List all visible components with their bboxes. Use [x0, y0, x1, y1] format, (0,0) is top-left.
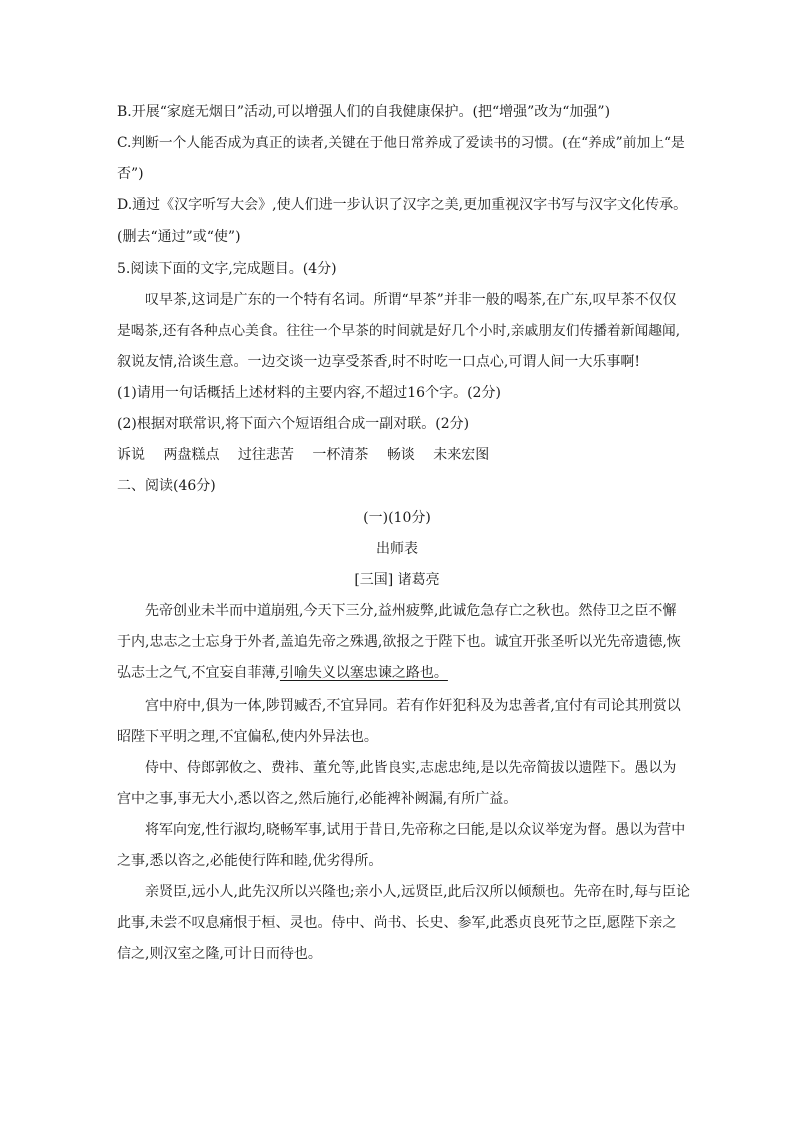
essay-p1-line-1: 先帝创业未半而中道崩殂,今天下三分,益州疲弊,此诚危急存亡之秋也。然侍卫之臣不懈: [145, 603, 677, 619]
question-5-sub-1: (1)请用一句话概括上述材料的主要内容,不超过16个字。(2分): [117, 385, 501, 401]
phrase-item: 一杯清茶: [312, 447, 369, 463]
essay-author: [三国] 诸葛亮: [354, 572, 440, 588]
essay-p4-line-1: 将军向宠,性行淑均,晓畅军事,试用于昔日,先帝称之曰能,是以众议举宠为督。愚以为营中: [145, 822, 686, 838]
essay-p3-line-2: 宫中之事,事无大小,悉以咨之,然后施行,必能裨补阙漏,有所广益。: [117, 791, 518, 807]
phrase-item: 未来宏图: [433, 447, 490, 463]
phrase-item: 两盘糕点: [163, 447, 220, 463]
essay-p2-line-2: 昭陛下平明之理,不宜偏私,使内外异法也。: [117, 729, 378, 745]
option-c-line-1: C.判断一个人能否成为真正的读者,关键在于他日常养成了爱读书的习惯。(在“养成”前加上“是: [117, 135, 685, 151]
essay-p1-line-2: 于内,忠志之士忘身于外者,盖追先帝之殊遇,欲报之于陛下也。诚宜开张圣听以光先帝遗德,恢: [117, 634, 681, 650]
essay-p5-line-1: 亲贤臣,远小人,此先汉所以兴隆也;亲小人,远贤臣,此后汉所以倾颓也。先帝在时,每与臣论: [145, 884, 690, 900]
phrase-item: 过往悲苦: [237, 447, 294, 463]
section-2-heading: 二、阅读(46分): [117, 478, 216, 494]
essay-p4-line-2: 之事,悉以咨之,必能使行阵和睦,优劣得所。: [117, 853, 383, 869]
phrase-item: 畅谈: [386, 447, 415, 463]
essay-p3-line-1: 侍中、侍郎郭攸之、费祎、董允等,此皆良实,志虑忠纯,是以先帝简拔以遗陛下。愚以为: [145, 760, 677, 776]
question-5-passage-line-3: 叙说友情,洽谈生意。一边交谈一边享受茶香,时不时吃一口点心,可谓人间一大乐事啊!: [117, 354, 640, 370]
part-1-heading: (一)(10分): [363, 510, 431, 526]
essay-title: 出师表: [376, 541, 418, 557]
essay-p5-line-3: 信之,则汉室之隆,可计日而待也。: [117, 946, 322, 962]
question-5-title: 5.阅读下面的文字,完成题目。(4分): [117, 261, 337, 277]
question-5-sub-2: (2)根据对联常识,将下面六个短语组合成一副对联。(2分): [117, 416, 470, 432]
phrase-list: [117, 445, 687, 465]
underlined-sentence: 引喻失义以塞忠谏之路也。: [279, 665, 448, 681]
question-5-passage-line-2: 是喝茶,还有各种点心美食。往往一个早茶的时间就是好几个小时,亲戚朋友们传播着新闻趣闻,: [117, 323, 681, 339]
essay-p1-line-3-text: 弘志士之气,不宜妄自菲薄,: [117, 665, 280, 681]
essay-p2-line-1: 宫中府中,俱为一体,陟罚臧否,不宜异同。若有作奸犯科及为忠善者,宜付有司论其刑赏以: [145, 698, 681, 714]
option-d-line-1: D.通过《汉字听写大会》,使人们进一步认识了汉字之美,更加重视汉字书写与汉字文化传承。: [117, 197, 688, 213]
phrase-item: 诉说: [117, 447, 145, 463]
option-d-line-2: (删去“通过”或“使”): [117, 229, 241, 245]
essay-p1-line-3: [117, 663, 687, 683]
option-b: B.开展“家庭无烟日”活动,可以增强人们的自我健康保护。(把“增强”改为“加强”): [117, 104, 611, 120]
essay-p5-line-2: 此事,未尝不叹息痛恨于桓、灵也。侍中、尚书、长史、参军,此悉贞良死节之臣,愿陛下亲之: [117, 915, 677, 931]
option-c-line-2: 否”): [117, 166, 144, 182]
question-5-passage-line-1: 叹早茶,这词是广东的一个特有名词。所谓“早茶”并非一般的喝茶,在广东,叹早茶不仅仅: [145, 292, 677, 308]
